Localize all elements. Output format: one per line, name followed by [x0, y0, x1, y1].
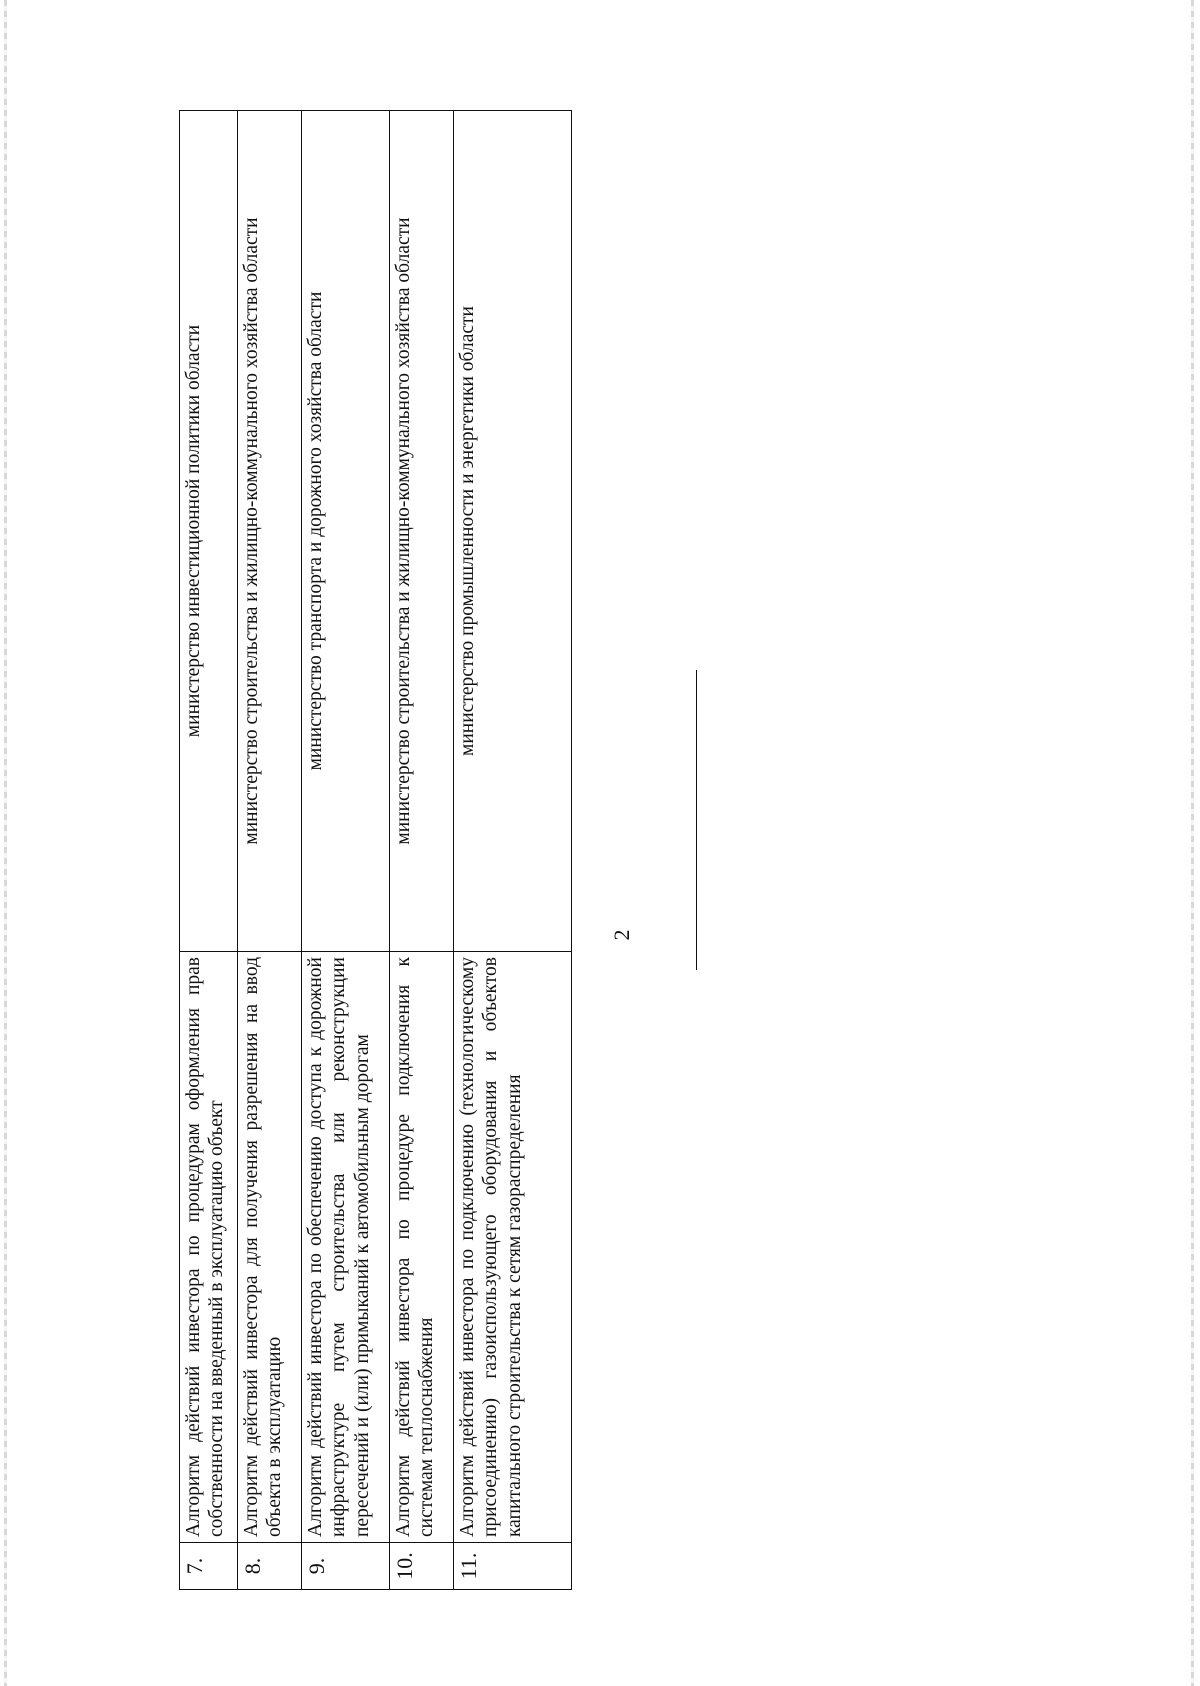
ministry-cell: министерство строительства и жилищно-коммунального хозяйства области [238, 111, 302, 952]
row-number: 8. [238, 1543, 302, 1590]
table-row [302, 111, 390, 1590]
page-edge-right [1191, 0, 1194, 1686]
table-row [238, 111, 302, 1590]
algorithm-cell: Алгоритм действий инвестора по подключению (технологическому присоединению) газоиспользующего оборудования и объектов капитального строительства к сетям газораспределения [454, 952, 572, 1543]
algorithm-cell: Алгоритм действий инвестора по процедуре подключения к системам теплоснабжения [390, 952, 454, 1543]
table-row [390, 111, 454, 1590]
ministry-cell: министерство транспорта и дорожного хозяйства области [302, 111, 390, 952]
row-number: 7. [180, 1543, 238, 1590]
algorithms-table [179, 110, 572, 1590]
ministry-cell: министерство строительства и жилищно-коммунального хозяйства области [390, 111, 454, 952]
page-number: 2 [609, 929, 634, 941]
ministry-cell: министерство инвестиционной политики области [180, 111, 238, 952]
algorithm-cell: Алгоритм действий инвестора для получения разрешения на ввод объекта в эксплуатацию [238, 952, 302, 1543]
page-edge-left [4, 0, 7, 1686]
algorithm-cell: Алгоритм действий инвестора по процедурам оформления прав собственности на введенный в эксплуатацию объект [180, 952, 238, 1543]
table-row [454, 111, 572, 1590]
row-number: 11. [454, 1543, 572, 1590]
table-row [180, 111, 238, 1590]
signoff-line [696, 670, 697, 970]
algorithm-cell: Алгоритм действий инвестора по обеспечению доступа к дорожной инфраструктуре путем строительства или реконструкции пересечений и (или) примыканий к автомобильным дорогам [302, 952, 390, 1543]
row-number: 9. [302, 1543, 390, 1590]
row-number: 10. [390, 1543, 454, 1590]
rotated-page-content [179, 110, 699, 1590]
ministry-cell: министерство промышленности и энергетики области [454, 111, 572, 952]
